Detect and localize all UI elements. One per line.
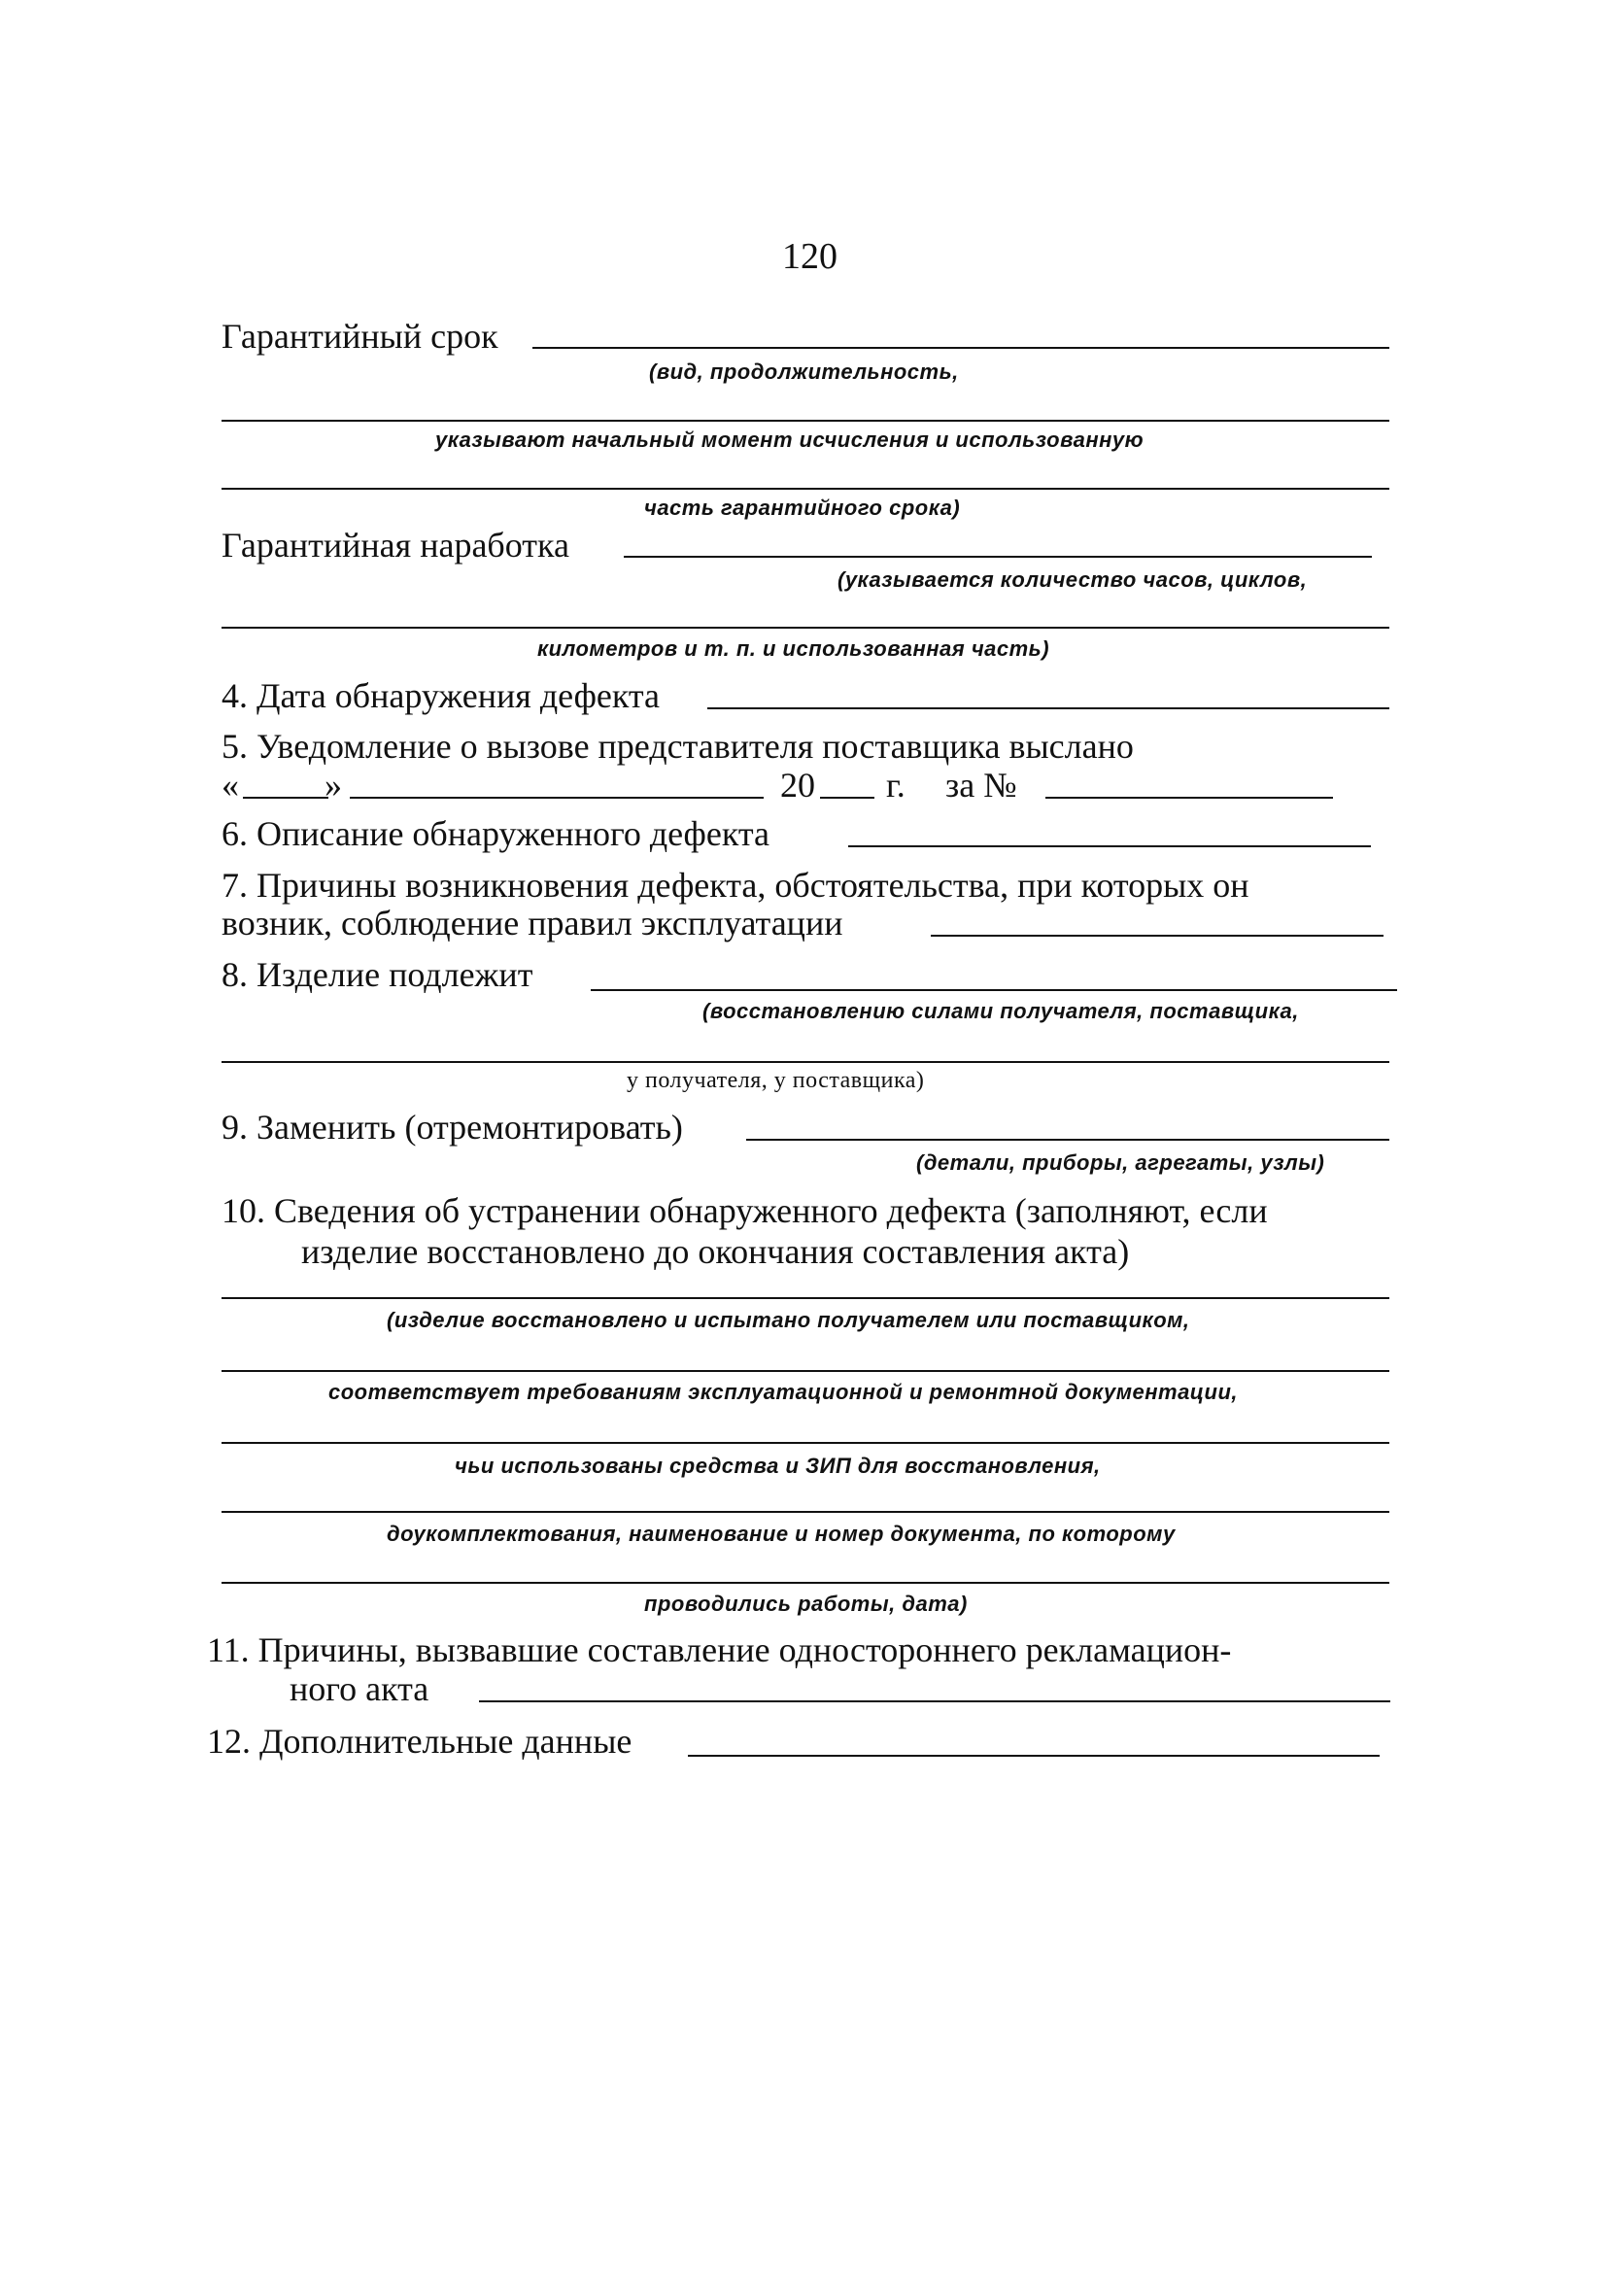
item-disposition-hint-2: у получателя, у поставщика): [627, 1068, 925, 1093]
number-label: за №: [945, 766, 1017, 805]
warranty-term-hint-2: указывают начальный момент исчисления и использованную: [435, 428, 1145, 452]
defect-date-line[interactable]: [707, 707, 1389, 709]
warranty-term-hint-3: часть гарантийного срока): [644, 496, 961, 520]
warranty-term-line-3[interactable]: [222, 488, 1389, 490]
replace-line[interactable]: [746, 1139, 1389, 1141]
remediation-hint-2: соответствует требованиям эксплуатационной и ремонтной документации,: [328, 1380, 1239, 1404]
year-prefix: 20: [780, 766, 815, 805]
one-sided-act-line-2: ного акта: [290, 1669, 429, 1708]
remediation-fill-5[interactable]: [222, 1582, 1389, 1584]
one-sided-act-line[interactable]: [479, 1700, 1390, 1702]
defect-causes-line-2: возник, соблюдение правил эксплуатации: [222, 904, 843, 942]
open-quote: «: [222, 766, 239, 805]
defect-description-line[interactable]: [848, 845, 1371, 847]
defect-description-label: 6. Описание обнаруженного дефекта: [222, 814, 770, 853]
warranty-runtime-line[interactable]: [624, 556, 1372, 558]
warranty-term-hint-1: (вид, продолжительность,: [649, 360, 959, 384]
remediation-hint-1: (изделие восстановлено и испытано получателем или поставщиком,: [387, 1308, 1190, 1332]
remediation-fill-3[interactable]: [222, 1442, 1389, 1444]
warranty-runtime-hint-1: (указывается количество часов, циклов,: [837, 567, 1308, 592]
one-sided-act-line-1: 11. Причины, вызвавшие составление одностороннего рекламацион-: [207, 1630, 1232, 1669]
day-line[interactable]: [243, 797, 328, 799]
defect-causes-line-1: 7. Причины возникновения дефекта, обстоятельства, при которых он: [222, 866, 1249, 905]
remediation-line-1: 10. Сведения об устранении обнаруженного дефекта (заполняют, если: [222, 1191, 1268, 1230]
defect-causes-line[interactable]: [931, 935, 1384, 937]
defect-date-label: 4. Дата обнаружения дефекта: [222, 676, 661, 715]
warranty-term-line[interactable]: [532, 347, 1389, 349]
warranty-runtime-label: Гарантийная наработка: [222, 526, 569, 565]
warranty-runtime-line-2[interactable]: [222, 627, 1389, 629]
notification-label: 5. Уведомление о вызове представителя поставщика выслано: [222, 727, 1134, 766]
item-disposition-label: 8. Изделие подлежит: [222, 955, 533, 994]
additional-data-label: 12. Дополнительные данные: [207, 1722, 632, 1761]
remediation-line-2: изделие восстановлено до окончания составления акта): [301, 1232, 1130, 1271]
remediation-fill-4[interactable]: [222, 1511, 1389, 1513]
item-disposition-hint-1: (восстановлению силами получателя, поставщика,: [702, 999, 1299, 1023]
remediation-hint-5: проводились работы, дата): [644, 1592, 968, 1616]
close-quote: »: [325, 766, 342, 805]
page-number: 120: [782, 236, 837, 277]
year-suffix: г.: [886, 766, 906, 805]
replace-hint-1: (детали, приборы, агрегаты, узлы): [916, 1150, 1325, 1175]
warranty-term-line-2[interactable]: [222, 420, 1389, 422]
item-disposition-line-2[interactable]: [222, 1061, 1389, 1063]
remediation-hint-3: чьи использованы средства и ЗИП для восстановления,: [455, 1454, 1101, 1478]
warranty-runtime-hint-2: километров и т. п. и использованная часть): [537, 636, 1050, 661]
remediation-fill-1[interactable]: [222, 1297, 1389, 1299]
year-line[interactable]: [820, 797, 874, 799]
item-disposition-line[interactable]: [591, 989, 1397, 991]
additional-data-line[interactable]: [688, 1755, 1380, 1757]
number-line[interactable]: [1045, 797, 1333, 799]
month-line[interactable]: [350, 797, 764, 799]
remediation-hint-4: доукомплектования, наименование и номер документа, по которому: [387, 1522, 1176, 1546]
replace-label: 9. Заменить (отремонтировать): [222, 1108, 683, 1147]
remediation-fill-2[interactable]: [222, 1370, 1389, 1372]
warranty-term-label: Гарантийный срок: [222, 317, 498, 356]
